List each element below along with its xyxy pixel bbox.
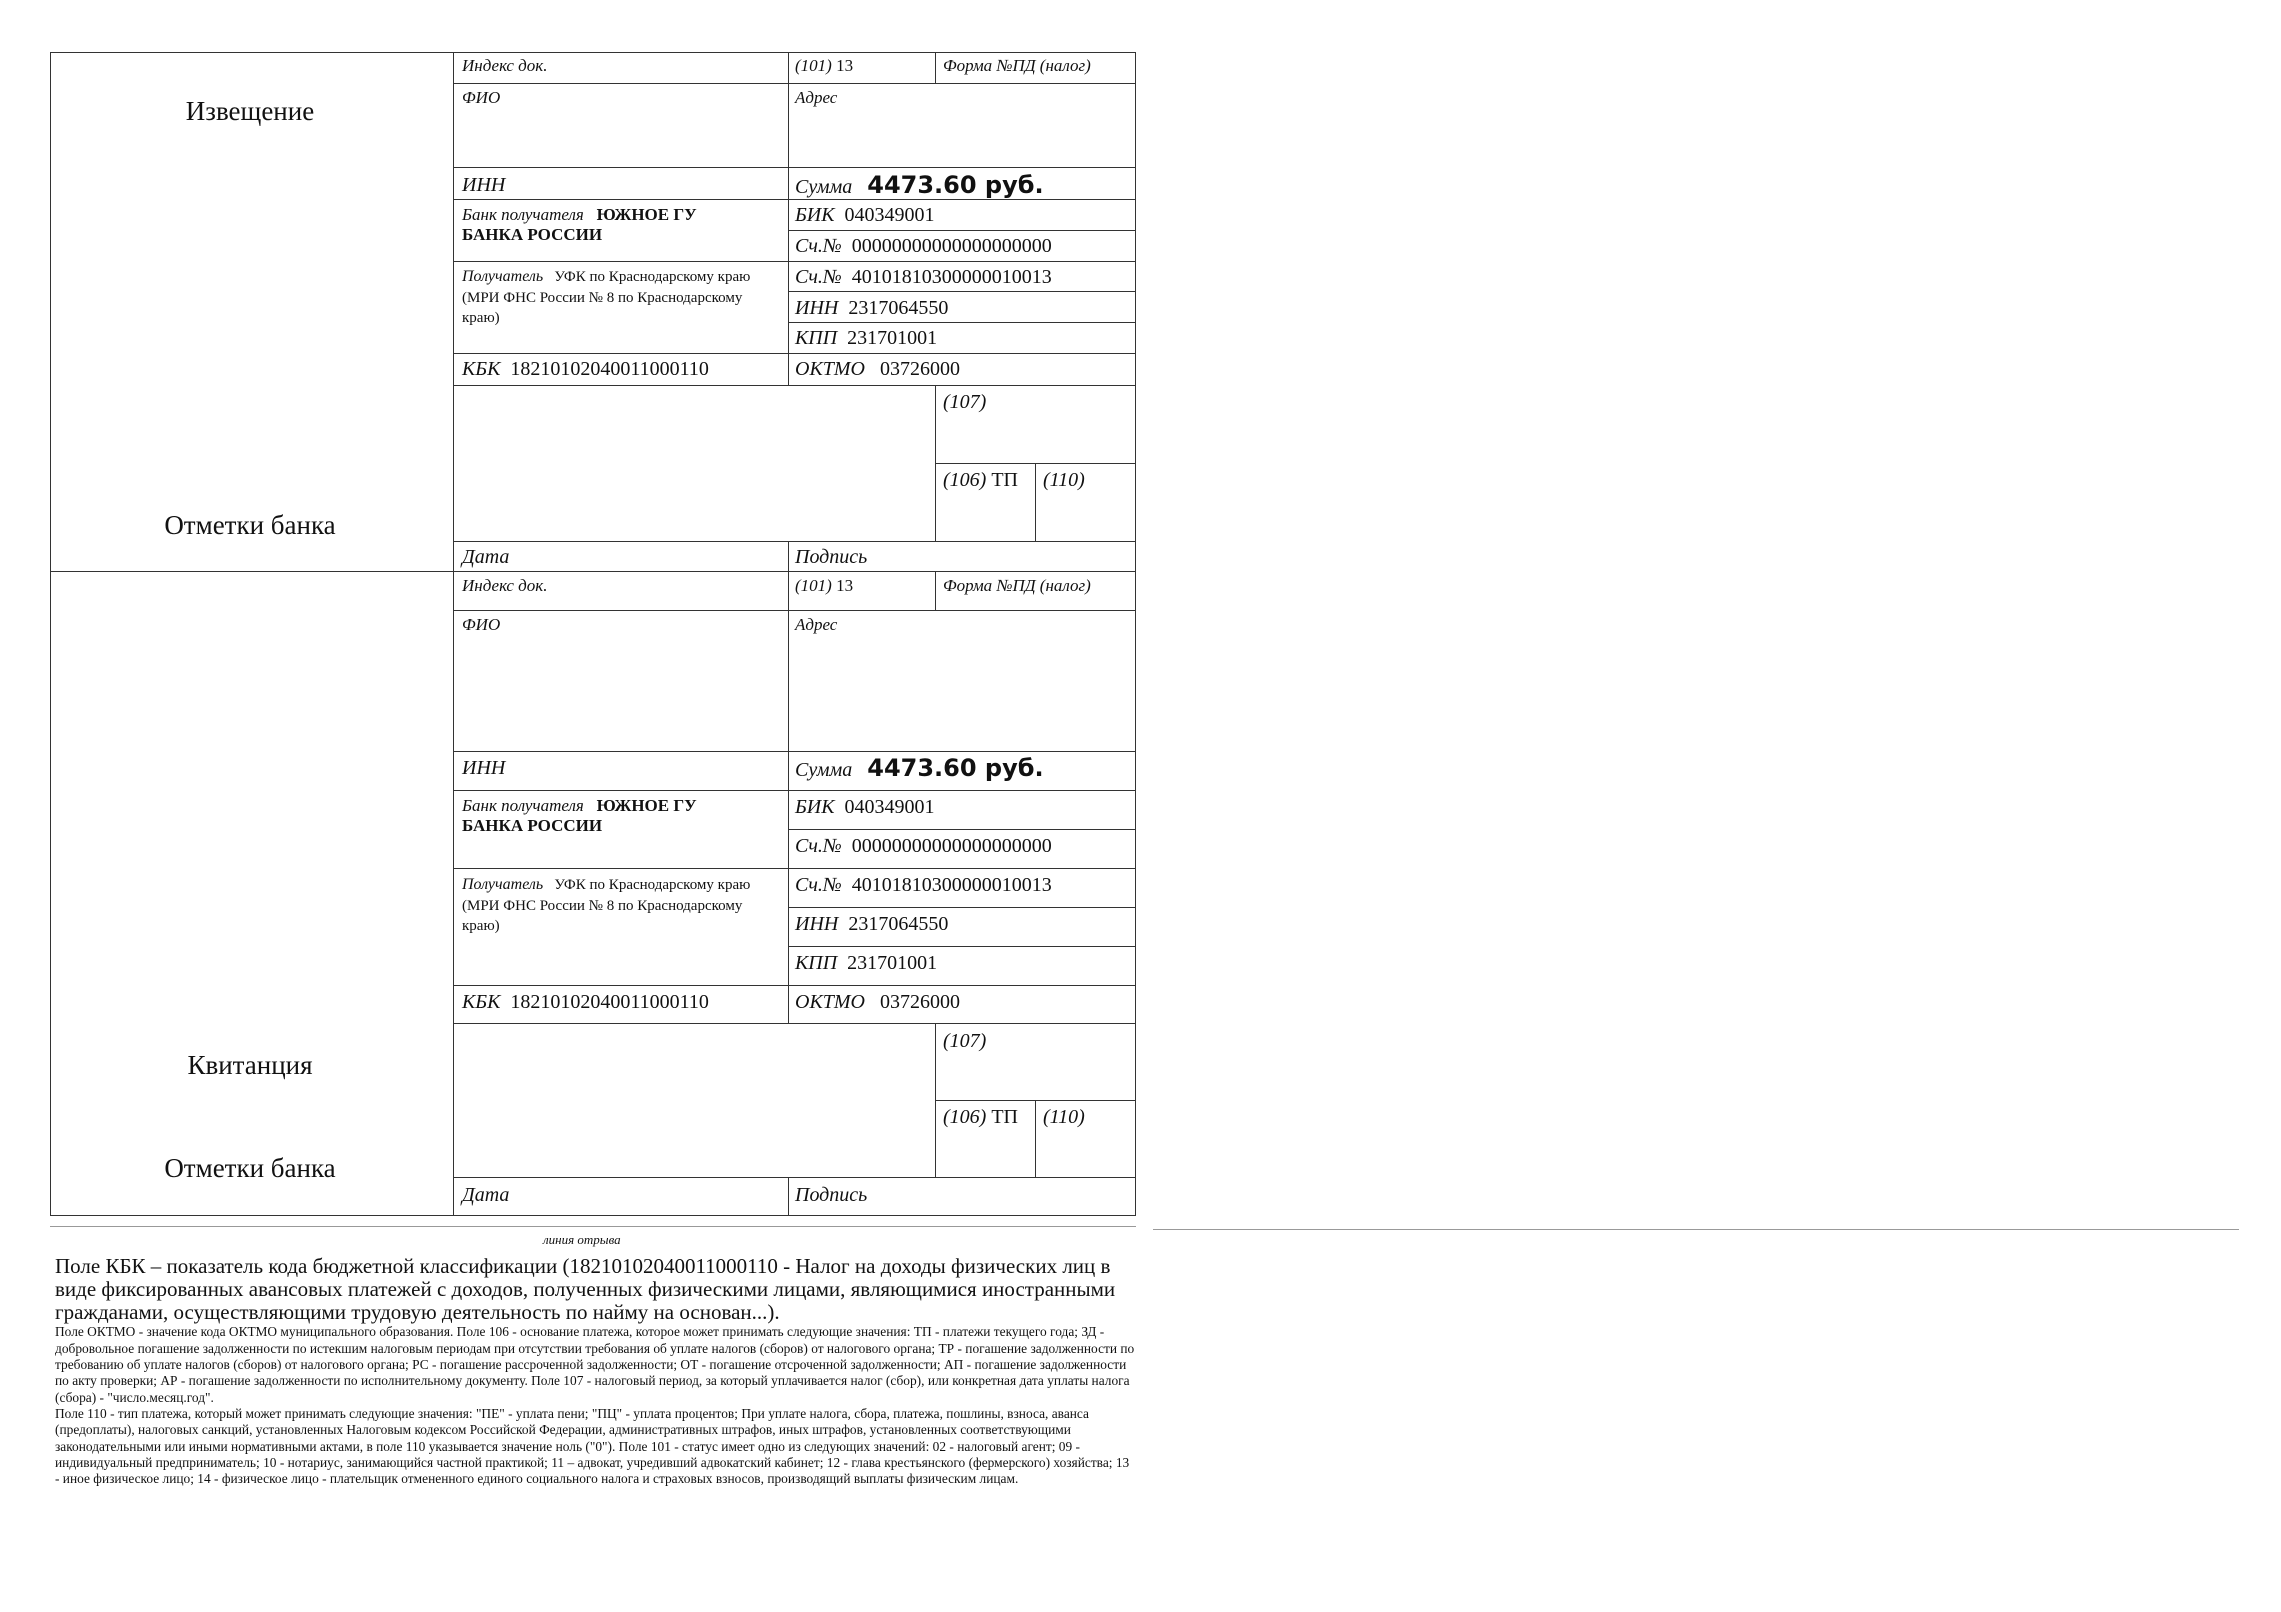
rule xyxy=(453,199,1136,200)
inn-label: ИНН xyxy=(462,757,506,779)
rule xyxy=(453,868,1136,869)
rule xyxy=(453,541,1136,542)
rule xyxy=(453,985,1136,986)
date-label: Дата xyxy=(462,546,510,568)
rule xyxy=(1035,1100,1036,1177)
rule xyxy=(788,907,1136,908)
rule xyxy=(1035,463,1036,541)
rule xyxy=(788,541,789,571)
oktmo-field: ОКТМО 03726000 xyxy=(795,991,960,1013)
field-110-label: (110) xyxy=(1043,469,1085,491)
oktmo-note: Поле ОКТМО - значение кода ОКТМО муниципального образования. Поле 106 - основание платежа, которое может принимать следующие значения: ТП - платежи текущего года; ЗД - добровольное погашение задолженности по истекшим налоговым периодам при отсутствии требования об уплате налогов (сборов) от налогового органа; ТР - погашение задолженности по требованию об уплате налогов (сборов) от налогового органа; РС - погашение рассроченной задолженности; ОТ - погашение отсроченной задолженности; АП - погашение задолженности по акту проверки; АР - погашение задолженности по исполнительному документу. Поле 107 - налоговый период, за который уплачивается налог (сбор), или конкретная дата уплаты налога (сбора) - "число.месяц.год". xyxy=(55,1324,1135,1405)
rule xyxy=(935,52,936,83)
tear-line-right xyxy=(1153,1229,2239,1230)
rule xyxy=(788,322,1136,323)
inn-label: ИНН xyxy=(462,174,506,196)
field-101: (101) 13 xyxy=(795,56,854,75)
tear-line xyxy=(50,1226,1136,1227)
recipient-field: Получатель УФК по Краснодарскому краю (МРИ ФНС России № 8 по Краснодарскому краю) xyxy=(462,876,751,934)
kbk-field: КБК 18210102040011000110 xyxy=(462,991,709,1013)
rule xyxy=(453,167,1136,168)
address-label: Адрес xyxy=(795,88,838,107)
rule xyxy=(453,751,1136,752)
rule xyxy=(788,230,1136,231)
rule xyxy=(788,291,1136,292)
bank-recipient: Банк получателя ЮЖНОЕ ГУ БАНКА РОССИИ xyxy=(462,796,697,836)
rule xyxy=(788,571,789,1023)
rule xyxy=(788,1177,789,1216)
rule xyxy=(788,829,1136,830)
kpp-field: КПП 231701001 xyxy=(795,327,938,349)
recipient-account-field: Сч.№ 40101810300000010013 xyxy=(795,266,1052,288)
explanatory-notes xyxy=(55,1255,1135,1488)
recipient-inn-field: ИНН 2317064550 xyxy=(795,913,949,935)
rule xyxy=(453,1023,1136,1024)
fio-label: ФИО xyxy=(462,615,501,634)
kpp-field: КПП 231701001 xyxy=(795,952,938,974)
receipt-title: Квитанция xyxy=(187,1050,313,1080)
bik-field: БИК 040349001 xyxy=(795,796,935,818)
fio-label: ФИО xyxy=(462,88,501,107)
notice-bank-marks: Отметки банка xyxy=(164,510,336,540)
rule xyxy=(453,261,1136,262)
rule xyxy=(453,385,1136,386)
field-101: (101) 13 xyxy=(795,576,854,595)
form-name: Форма №ПД (налог) xyxy=(943,576,1091,595)
recipient-inn-field: ИНН 2317064550 xyxy=(795,297,949,319)
bik-field: БИК 040349001 xyxy=(795,204,935,226)
rule xyxy=(788,52,789,385)
signature-label: Подпись xyxy=(795,546,868,568)
field-106: (106) ТП xyxy=(943,1106,1018,1128)
signature-label: Подпись xyxy=(795,1184,868,1206)
sum-field: Сумма 4473.60 руб. xyxy=(795,171,1044,199)
left-column-divider xyxy=(453,52,454,1216)
field-106: (106) ТП xyxy=(943,469,1018,491)
bank-account-field: Сч.№ 00000000000000000000 xyxy=(795,835,1052,857)
address-label: Адрес xyxy=(795,615,838,634)
rule xyxy=(935,1023,936,1177)
rule xyxy=(935,385,936,541)
recipient-field: Получатель УФК по Краснодарскому краю (МРИ ФНС России № 8 по Краснодарскому краю) xyxy=(462,268,751,326)
date-label: Дата xyxy=(462,1184,510,1206)
rule xyxy=(453,353,1136,354)
rule xyxy=(935,571,936,610)
form-name: Форма №ПД (налог) xyxy=(943,56,1091,75)
rule xyxy=(453,83,1136,84)
oktmo-field: ОКТМО 03726000 xyxy=(795,358,960,380)
field110-note: Поле 110 - тип платежа, который может принимать следующие значения: "ПЕ" - уплата пени; "ПЦ" - уплата процентов; При уплате налога, сбора, платежа, пошлины, взноса, аванса (предоплаты), налоговых санкций, установленных Налоговым кодексом Российской Федерации, административных штрафов, иных штрафов, установленных соответствующими законодательными или иными нормативными актами, в поле 110 указывается значение ноль ("0"). Поле 101 - статус имеет одно из следующих значений: 02 - налоговый агент; 09 - индивидуальный предприниматель; 10 - нотариус, занимающийся частной практикой; 11 – адвокат, учредивший адвокатский кабинет; 12 - глава крестьянского (фермерского) хозяйства; 13 - иное физическое лицо; 14 - физическое лицо - плательщик отмененного единого социального налога и страховых взносов, производящий выплаты физическим лицам. xyxy=(55,1406,1130,1487)
rule xyxy=(453,610,1136,611)
kbk-field: КБК 18210102040011000110 xyxy=(462,358,709,380)
rule xyxy=(453,1177,1136,1178)
notice-title: Извещение xyxy=(185,96,315,126)
field-107-label: (107) xyxy=(943,1030,987,1052)
doc-index-label: Индекс док. xyxy=(462,576,548,595)
field-107-label: (107) xyxy=(943,391,987,413)
recipient-account-field: Сч.№ 40101810300000010013 xyxy=(795,874,1052,896)
tear-line-label: линия отрыва xyxy=(543,1232,621,1247)
kbk-note: Поле КБК – показатель кода бюджетной классификации (18210102040011000110 - Налог на доходы физических лиц в виде фиксированных авансовых платежей с доходов, полученных физическими лицами, являющимися иностранными гражданами, осуществляющими трудовую деятельность по найму на основан...). xyxy=(55,1254,1116,1325)
rule xyxy=(788,946,1136,947)
doc-index-label: Индекс док. xyxy=(462,56,548,75)
receipt-bank-marks: Отметки банка xyxy=(164,1153,336,1183)
sum-field: Сумма 4473.60 руб. xyxy=(795,754,1044,782)
bank-account-field: Сч.№ 00000000000000000000 xyxy=(795,235,1052,257)
rule xyxy=(453,790,1136,791)
bank-recipient: Банк получателя ЮЖНОЕ ГУ БАНКА РОССИИ xyxy=(462,205,697,245)
notice-receipt-divider xyxy=(50,571,1136,572)
field-110-label: (110) xyxy=(1043,1106,1085,1128)
